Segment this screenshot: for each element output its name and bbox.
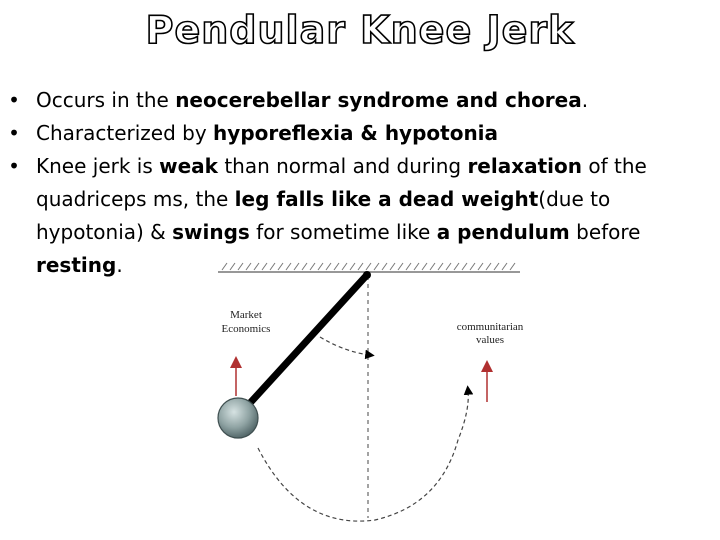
pivot-point [363, 271, 371, 279]
bullet-bold-segment: a pendulum [436, 220, 570, 244]
ceiling-hatch [218, 263, 520, 272]
hatch-mark [342, 263, 347, 270]
hatch-mark [222, 263, 227, 270]
bullet-bold-segment: relaxation [467, 154, 583, 178]
communitarian-label-line1: communitarian [456, 321, 524, 333]
bullet-text-segment: of the quadriceps ms, the [36, 154, 647, 211]
hatch-mark [286, 263, 291, 270]
bullet-dot-icon: • [8, 154, 20, 178]
bullet-text-segment: than normal and during [217, 154, 468, 178]
hatch-mark [302, 263, 307, 270]
hatch-mark [390, 263, 395, 270]
hatch-mark [350, 263, 355, 270]
hatch-mark [502, 263, 507, 270]
hatch-mark [478, 263, 483, 270]
bullet-bold-segment: weak [159, 154, 218, 178]
hatch-mark [414, 263, 419, 270]
hatch-mark [374, 263, 379, 270]
bullet-dot-icon: • [8, 88, 20, 112]
bullet-bold-segment: leg falls like a dead weight [234, 187, 539, 211]
hatch-mark [294, 263, 299, 270]
hatch-mark [334, 263, 339, 270]
hatch-mark [510, 263, 515, 270]
market-label-line2: Economics [221, 323, 271, 335]
hatch-mark [230, 263, 235, 270]
bullet-bold-segment: hyporeflexia & hypotonia [213, 121, 499, 145]
hatch-mark [398, 263, 403, 270]
pendulum-rod [240, 276, 366, 414]
bullet-text-segment: Characterized by [36, 121, 214, 145]
bullet-bold-segment: swings [172, 220, 250, 244]
bullet-text-segment: . [581, 88, 589, 112]
hatch-mark [438, 263, 443, 270]
hatch-mark [454, 263, 459, 270]
hatch-mark [254, 263, 259, 270]
hatch-mark [270, 263, 275, 270]
hatch-mark [326, 263, 331, 270]
hatch-mark [470, 263, 475, 270]
hatch-mark [310, 263, 315, 270]
hatch-mark [494, 263, 499, 270]
communitarian-label-line2: values [475, 334, 505, 346]
hatch-mark [486, 263, 491, 270]
pendulum-bob [218, 398, 258, 438]
hatch-mark [406, 263, 411, 270]
bullet-bold-segment: neocerebellar syndrome and chorea [175, 88, 582, 112]
hatch-mark [278, 263, 283, 270]
page-title: Pendular Knee Jerk [145, 8, 575, 52]
hatch-mark [238, 263, 243, 270]
bullet-dot-icon: • [8, 121, 20, 145]
hatch-mark [462, 263, 467, 270]
small-swing-arc [320, 337, 370, 355]
large-swing-arc [258, 390, 468, 521]
hatch-mark [446, 263, 451, 270]
hatch-mark [382, 263, 387, 270]
hatch-mark [262, 263, 267, 270]
hatch-mark [422, 263, 427, 270]
bullet-text-segment: Occurs in the [36, 88, 176, 112]
bullet-text-segment: Knee jerk is [36, 154, 160, 178]
bullet-text-segment: before [569, 220, 641, 244]
hatch-mark [366, 263, 371, 270]
hatch-mark [246, 263, 251, 270]
bullet-text-segment: (due to hypotonia) & [36, 187, 611, 244]
bullet-text-segment: for sometime like [249, 220, 437, 244]
hatch-mark [430, 263, 435, 270]
hatch-mark [318, 263, 323, 270]
bullet-text-segment: . [116, 253, 123, 277]
hatch-mark [358, 263, 363, 270]
market-label-line1: Market [230, 309, 262, 321]
bullet-bold-segment: resting [36, 253, 117, 277]
